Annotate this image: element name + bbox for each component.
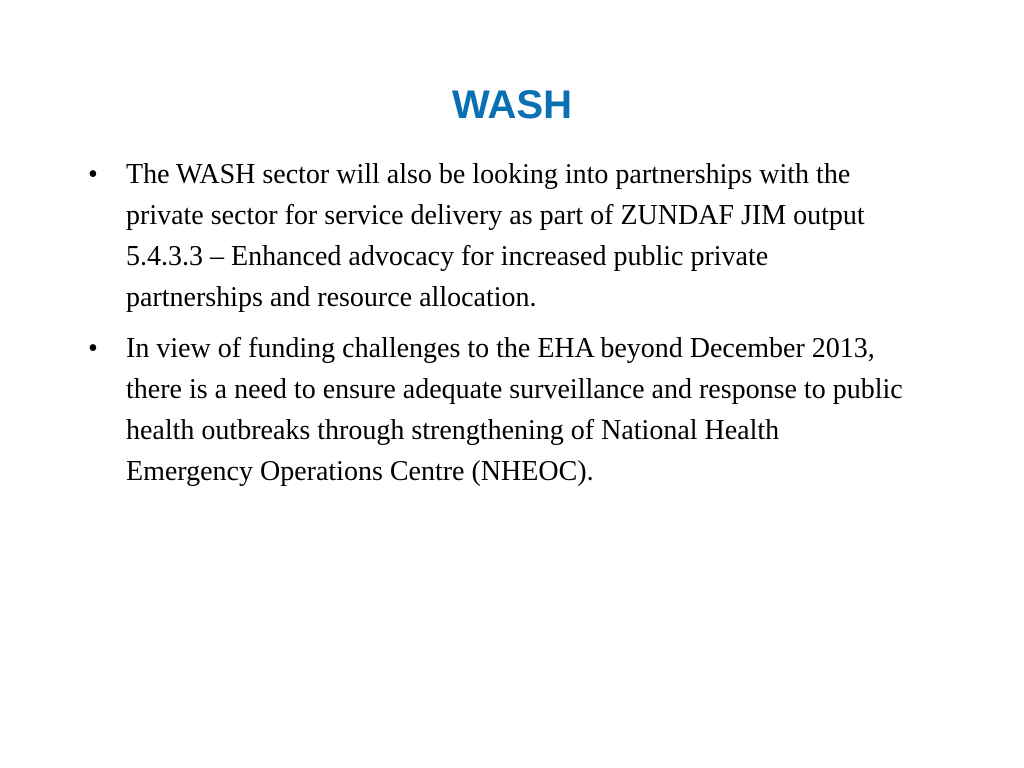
- bullet-list: [88, 154, 908, 502]
- bullet-text: The WASH sector will also be looking into partnerships with the private sector for service delivery as part of ZUNDAF JIM output 5.4.3.3 – Enhanced advocacy for increased public private partnerships and resource allocation.: [126, 159, 865, 313]
- slide-title: WASH: [452, 83, 572, 127]
- bullet-text: In view of funding challenges to the EHA beyond December 2013, there is a need to ensure adequate surveillance and response to public health outbreaks through strengthening of National Health Emergency Operations Centre (NHEOC).: [126, 333, 903, 487]
- bullet-dot-icon: •: [88, 159, 98, 190]
- bullet-dot-icon: •: [88, 333, 98, 364]
- bullet-item: [88, 154, 908, 318]
- bullet-item: [88, 328, 908, 492]
